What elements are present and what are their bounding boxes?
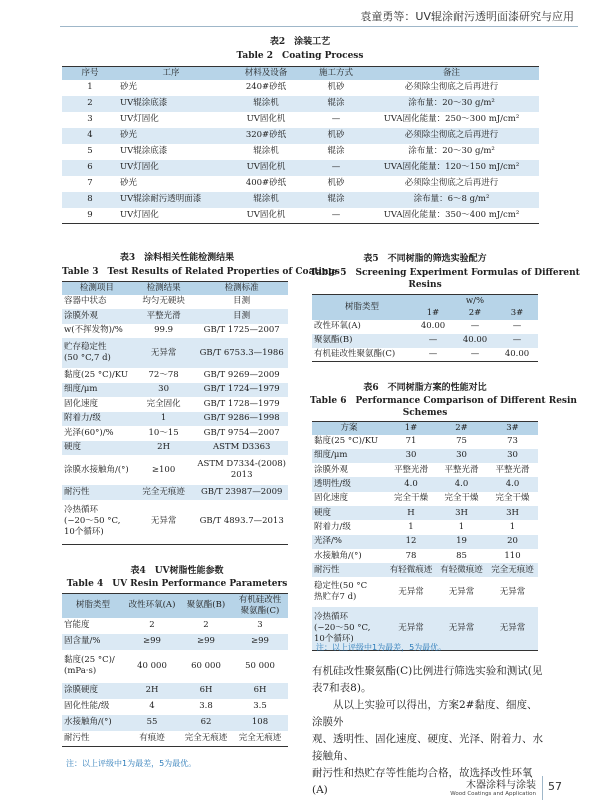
table2-cell: 320#砂纸 (224, 128, 308, 144)
table6-cell: 30 (386, 449, 436, 463)
table6-cell: 19 (436, 535, 487, 549)
table2-cell: 辊涂 (308, 96, 364, 112)
table6-cell: 4.0 (436, 477, 487, 491)
table2-cell: UV辊涂底漆 (120, 146, 168, 156)
table4-header-cell: 聚氨酯(B) (180, 594, 232, 618)
table2-row (62, 112, 539, 128)
table2-cell: 涂布量：20～30 g/m² (364, 96, 539, 112)
table5-cell: — (454, 348, 496, 362)
table3-row (62, 309, 288, 324)
table5-cell: 40.00 (496, 348, 538, 362)
table6-cell: 完全干燥 (444, 493, 479, 504)
table3-cell: 72～78 (148, 369, 179, 380)
table6-caption-en-1: Table 6 Performance Comparison of Different Resin (310, 396, 577, 406)
table4-cell: 3.5 (253, 701, 267, 711)
table6-header-cell: 2# (436, 422, 487, 435)
table4-cell: 涂膜硬度 (62, 683, 124, 699)
table6-cell: 1 (458, 521, 465, 532)
table3-row (62, 485, 288, 500)
table2-header-cell: 序号 (62, 67, 118, 80)
table2-cell: 辊涂 (327, 146, 345, 156)
table2-cell: 必须除尘彻底之后再进行 (404, 178, 499, 188)
table3-cell: GB/T 9269—2009 (203, 369, 280, 380)
table6-cell: 85 (456, 550, 467, 561)
table2-cell: UV辊涂耐污透明面漆 (118, 192, 224, 208)
table2-cell: UV固化机 (224, 208, 308, 224)
table4-row (62, 683, 288, 699)
table2-cell: 400#砂纸 (245, 178, 287, 188)
table5-cell: — (470, 321, 480, 331)
table4-cell: 50 000 (245, 660, 275, 671)
table2-cell: 砂光 (118, 128, 224, 144)
table4-row (62, 715, 288, 731)
table5-cell: 聚氨酯(B) (312, 334, 412, 348)
table5-cell: 40.00 (454, 334, 496, 348)
table6-cell: 完全干燥 (393, 493, 428, 504)
table4-cell: ≥99 (232, 634, 288, 650)
table6-row (312, 577, 538, 607)
table4-caption-cn: 表4 UV树脂性能参数 (130, 566, 224, 576)
footer-journal (430, 776, 543, 800)
table6-cell: 无异常 (398, 586, 424, 597)
table3-cell: 均匀无硬块 (142, 296, 185, 307)
table2-cell: UVA固化能量：250～300 mJ/cm² (383, 114, 520, 124)
table3-cell: GB/T 1724—1979 (195, 383, 288, 398)
body-line: 表7和表8)。 (312, 682, 372, 694)
body-line: 从以上实验可以得出，方案2#黏度、细度、涂膜外 (312, 699, 538, 728)
table6-cell: 耐污性 (312, 563, 386, 577)
table2-cell: 必须除尘彻底之后再进行 (404, 82, 499, 92)
table4-cell: 耐污性 (62, 731, 124, 747)
table3-cell: 2H (132, 441, 196, 456)
table3-cell: 光泽(60°)/% (64, 427, 114, 438)
table2-cell: 涂布量：6～8 g/m² (364, 192, 539, 208)
table2-row (62, 192, 539, 208)
table2 (62, 66, 539, 224)
table2-cell: 辊涂机 (224, 192, 308, 208)
table2-cell: 辊涂机 (253, 146, 279, 156)
table2-cell: 5 (87, 146, 93, 156)
table6-row (312, 449, 538, 463)
table2-cell: 涂布量：20～30 g/m² (408, 146, 495, 156)
table3-cell: 容器中状态 (64, 296, 107, 307)
table2-cell: UVA固化能量：350～400 mJ/cm² (364, 208, 539, 224)
table4-cell: 2H (124, 683, 180, 699)
table2-caption-en: Table 2 Coating Process (236, 51, 364, 61)
table3-row (62, 412, 288, 427)
table3-cell: GB/T 6753.3—1986 (195, 338, 288, 368)
table3-row (62, 324, 288, 339)
table6-caption-en-2: Schemes (402, 408, 448, 418)
table6-row (312, 477, 538, 491)
table3-cell: 附着力/级 (62, 412, 132, 427)
table4-cell: 6H (232, 683, 288, 699)
table2-cell: UV灯固化 (118, 160, 224, 176)
table6-row (312, 549, 538, 563)
table4-cell: 6H (180, 683, 232, 699)
table6-cell: H (386, 506, 436, 520)
table4-cell: 2 (149, 620, 155, 630)
table4-cell: 固化性能/级 (64, 701, 110, 711)
table5-caption-en-1: Table 5 Screening Experiment Formulas of Different (310, 268, 580, 278)
table3-cell: 目测 (195, 309, 288, 324)
table3-cell: 10～15 (148, 427, 179, 438)
table2-cell: UV辊涂底漆 (118, 96, 224, 112)
table6-cell: 30 (436, 449, 487, 463)
table6-cell: 73 (507, 436, 518, 447)
table6-cell: 平整光滑 (444, 464, 479, 475)
table6-cell: 1 (509, 521, 516, 532)
table2-row (62, 96, 539, 112)
table3-cell: 冷热循环 (−20～50 °C, 10个循环) (62, 500, 132, 545)
table2-header-cell: 材料及设备 (224, 67, 308, 80)
table3-cell: 99.9 (154, 325, 174, 336)
table6-cell: 水接触角/(°) (314, 550, 362, 561)
table2-cell: 2 (62, 96, 118, 112)
table3-cell: 平整光滑 (132, 309, 196, 324)
table3-cell: 完全固化 (146, 398, 181, 409)
table3-cell: GB/T 9286—1998 (195, 412, 288, 427)
table2-cell: — (308, 160, 364, 176)
table2-cell: — (331, 114, 341, 124)
table4-cell: 有痕迹 (124, 731, 180, 747)
table6-row (312, 563, 538, 577)
table6-cell: 有轻微痕迹 (386, 563, 436, 577)
table3-cell: ASTM D3363 (195, 441, 288, 456)
table3-cell: GB/T 1728—1979 (203, 398, 280, 409)
table4-row (62, 634, 288, 650)
table2-cell: 3 (87, 114, 93, 124)
body-line: 观、透明性、固化速度、硬度、光泽、附着力、水接触角、 (312, 733, 543, 762)
running-title: 袁童勇等：UV辊涂耐污透明面漆研究与应用 (360, 10, 574, 23)
table4-cell: 官能度 (64, 620, 90, 630)
table5 (312, 294, 538, 362)
table6-row (312, 435, 538, 449)
table3-caption-en: Table 3 Test Results of Related Properties of Coatings (62, 267, 340, 277)
table6 (312, 421, 538, 651)
table6-note: 注：以上评级中1为最差，5为最优。 (316, 643, 447, 652)
table2-cell: UVA固化能量：120～150 mJ/cm² (364, 160, 539, 176)
body-line: 耐污性和热贮存等性能均合格，故选择改性环氧(A) (312, 767, 533, 796)
table6-cell: 1 (408, 521, 414, 532)
table6-cell: 固化速度 (314, 493, 349, 504)
table2-cell: 7 (87, 178, 93, 188)
table3-cell: 硬度 (62, 441, 132, 456)
table5-header-group: w/% (412, 295, 538, 308)
table5-row (312, 348, 538, 362)
table2-cell: UV固化机 (224, 160, 308, 176)
table3-cell: GB/T 23987—2009 (195, 485, 288, 500)
table3-cell: GB/T 1725—2007 (203, 325, 280, 336)
table2-header-cell: 施工方式 (308, 67, 364, 80)
table5-subheader-cell: 1# (412, 308, 454, 320)
table6-cell: 平整光滑 (393, 464, 428, 475)
table3-header-cell: 检测标准 (195, 282, 288, 295)
table6-header-cell: 3# (487, 422, 538, 435)
table4-cell: 水接触角/(°) (62, 715, 124, 731)
table2-row (62, 176, 539, 192)
table2-row (62, 160, 539, 176)
table6-cell: 78 (405, 550, 417, 561)
table5-subheader-cell: 2# (454, 308, 496, 320)
table5-row (312, 334, 538, 348)
table6-header-cell: 1# (386, 422, 436, 435)
table2-cell: 砂光 (120, 82, 138, 92)
table5-cell: — (412, 348, 454, 362)
table4-header-cell: 树脂类型 (62, 594, 124, 618)
table4-row (62, 618, 288, 634)
journal-name-cn: 木器涂料与涂装 (466, 780, 536, 791)
table4-row (62, 731, 288, 747)
body-line: 有机硅改性聚氨酯(C)比例进行筛选实验和测试(见 (312, 665, 543, 677)
table3-cell: 固化速度 (64, 398, 99, 409)
table6-cell: 完全无痕迹 (487, 563, 538, 577)
table6-cell: 光泽/% (312, 535, 386, 549)
table5-row (312, 320, 538, 334)
table6-cell: 4.0 (487, 477, 538, 491)
table2-cell: 辊涂机 (224, 96, 308, 112)
table6-cell: 无异常 (386, 607, 436, 651)
table6-cell: 3H (487, 506, 538, 520)
table6-cell: 无异常 (499, 586, 526, 597)
table3-cell: GB/T 4893.7—2013 (195, 500, 288, 545)
table2-cell: 240#砂纸 (245, 82, 287, 92)
table6-cell: 附着力/级 (314, 521, 351, 532)
table6-cell: 涂膜外观 (314, 464, 349, 475)
table2-row (62, 144, 539, 160)
table6-row (312, 492, 538, 506)
table6-cell: 冷热循环 (−20～50 °C, 10个循环) (312, 607, 386, 651)
table3 (62, 281, 288, 545)
table2-cell: 6 (62, 160, 118, 176)
table6-cell: 30 (487, 449, 538, 463)
table4 (62, 593, 288, 747)
table6-row (312, 520, 538, 534)
table2-cell: 机砂 (327, 82, 345, 92)
table3-row (62, 455, 288, 485)
table3-cell: ≥100 (151, 464, 176, 475)
table6-header-cell: 方案 (312, 422, 386, 435)
table6-cell: 平整光滑 (495, 464, 530, 475)
table2-cell: UV灯固化 (118, 208, 224, 224)
table3-cell: 30 (132, 383, 196, 398)
table4-note: 注：以上评级中1为最差，5为最优。 (66, 759, 197, 768)
table4-cell: 固含量/% (62, 634, 124, 650)
table4-header-cell: 有机硅改性 聚氨酯(C) (232, 594, 288, 618)
table2-cell: 1 (87, 82, 93, 92)
table5-cell: — (496, 334, 538, 348)
table3-row (62, 397, 288, 412)
table2-header-row (62, 67, 539, 80)
table3-cell: 无异常 (132, 500, 196, 545)
table3-header-cell: 检测项目 (62, 282, 132, 295)
table5-cell: 改性环氧(A) (314, 321, 361, 331)
table6-cell: 无异常 (436, 607, 487, 651)
page-number: 57 (548, 780, 562, 793)
table2-cell: 砂光 (120, 178, 138, 188)
table6-row (312, 506, 538, 520)
table4-cell: 2 (203, 620, 209, 630)
table2-cell: UV灯固化 (120, 114, 159, 124)
table3-header-cell: 检测结果 (132, 282, 196, 295)
table2-cell: 机砂 (327, 178, 345, 188)
table5-caption-cn: 表5 不同树脂的筛选实验配方 (363, 254, 487, 264)
table6-row (312, 463, 538, 477)
table3-cell: 贮存稳定性 (50 °C,7 d) (62, 338, 132, 368)
table3-cell: 无异常 (132, 338, 196, 368)
table2-header-cell: 备注 (364, 67, 539, 80)
table6-cell: 稳定性(50 °C 热贮存7 d) (314, 581, 368, 603)
table6-cell: 20 (487, 535, 538, 549)
table3-cell: w(不挥发物)/% (64, 325, 123, 336)
table3-cell: 1 (132, 412, 196, 427)
table4-cell: 完全无痕迹 (180, 731, 232, 747)
table6-cell: 无异常 (487, 607, 538, 651)
table3-cell: 涂膜外观 (62, 309, 132, 324)
table6-cell: 12 (386, 535, 436, 549)
table3-caption-cn: 表3 涂料相关性能检测结果 (119, 253, 235, 263)
table5-cell: 有机硅改性聚氨酯(C) (312, 348, 412, 362)
table6-row (312, 535, 538, 549)
table4-cell: ≥99 (180, 634, 232, 650)
table6-caption-cn: 表6 不同树脂方案的性能对比 (363, 383, 487, 393)
table5-cell: 40.00 (420, 321, 446, 331)
table6-cell: 透明性/级 (312, 477, 386, 491)
table5-header-resin: 树脂类型 (312, 295, 412, 320)
table4-cell: 3.8 (199, 701, 213, 711)
table2-cell: 辊涂 (308, 192, 364, 208)
table3-cell: 耐污性 (62, 485, 132, 500)
table6-cell: 3H (436, 506, 487, 520)
table4-header-cell: 改性环氧(A) (124, 594, 180, 618)
header-rule (60, 26, 578, 27)
table6-cell: 硬度 (312, 506, 386, 520)
table2-cell: 机砂 (308, 128, 364, 144)
table3-row (62, 295, 288, 310)
table6-cell: 75 (456, 436, 467, 447)
table4-row (62, 650, 288, 683)
table4-header-row (62, 594, 288, 618)
table4-caption-en: Table 4 UV Resin Performance Parameters (66, 579, 288, 589)
table6-cell: 110 (504, 550, 521, 561)
table3-cell: 目测 (233, 296, 251, 307)
table3-row (62, 426, 288, 441)
table4-cell: 55 (124, 715, 180, 731)
table6-cell: 完全干燥 (495, 493, 530, 504)
table4-cell: 3 (257, 620, 263, 630)
table2-cell: 4 (62, 128, 118, 144)
table3-row (62, 338, 288, 368)
table3-cell: 黏度(25 °C)/KU (64, 369, 128, 380)
table6-header-row (312, 422, 538, 435)
table6-cell: 无异常 (448, 586, 475, 597)
table2-row (62, 128, 539, 144)
table3-cell: ASTM D7334-(2008) 2013 (197, 459, 286, 480)
table2-cell: UV固化机 (246, 114, 286, 124)
table2-caption-cn: 表2 涂装工艺 (269, 37, 331, 47)
table6-cell: 有轻微痕迹 (436, 563, 487, 577)
table2-cell: — (308, 208, 364, 224)
table4-cell: 108 (232, 715, 288, 731)
table5-cell: — (412, 334, 454, 348)
table5-cell: — (512, 321, 522, 331)
table3-row (62, 368, 288, 383)
table6-cell: 71 (405, 436, 417, 447)
journal-name-en: Wood Coatings and Application (450, 791, 536, 797)
table3-cell: 完全无痕迹 (132, 485, 196, 500)
table6-cell: 黏度(25 °C)/KU (314, 436, 378, 447)
table3-row (62, 500, 288, 545)
table2-cell: 8 (62, 192, 118, 208)
table3-row (62, 441, 288, 456)
table3-header-row (62, 282, 288, 295)
table2-cell: 9 (62, 208, 118, 224)
table2-row (62, 80, 539, 96)
table4-cell: 60 000 (191, 660, 221, 671)
table3-cell: 涂膜水接触角/(°) (64, 464, 129, 475)
table3-cell: 细度/μm (62, 383, 132, 398)
table6-cell: 4.0 (386, 477, 436, 491)
table5-subheader-cell: 3# (496, 308, 538, 320)
table4-cell: ≥99 (124, 634, 180, 650)
table4-cell: 黏度(25 °C)/ (mPa·s) (64, 655, 115, 676)
table2-cell: 必须除尘彻底之后再进行 (364, 128, 539, 144)
table2-header-cell: 工序 (118, 67, 224, 80)
table5-caption-en-2: Resins (408, 280, 442, 290)
table6-cell: 细度/μm (312, 449, 386, 463)
table4-cell: 4 (149, 701, 155, 711)
table3-cell: GB/T 9754—2007 (203, 427, 280, 438)
table4-cell: 完全无痕迹 (232, 731, 288, 747)
table3-row (62, 383, 288, 398)
table4-row (62, 699, 288, 715)
table4-cell: 62 (180, 715, 232, 731)
table4-cell: 40 000 (137, 660, 167, 671)
table2-row (62, 208, 539, 224)
